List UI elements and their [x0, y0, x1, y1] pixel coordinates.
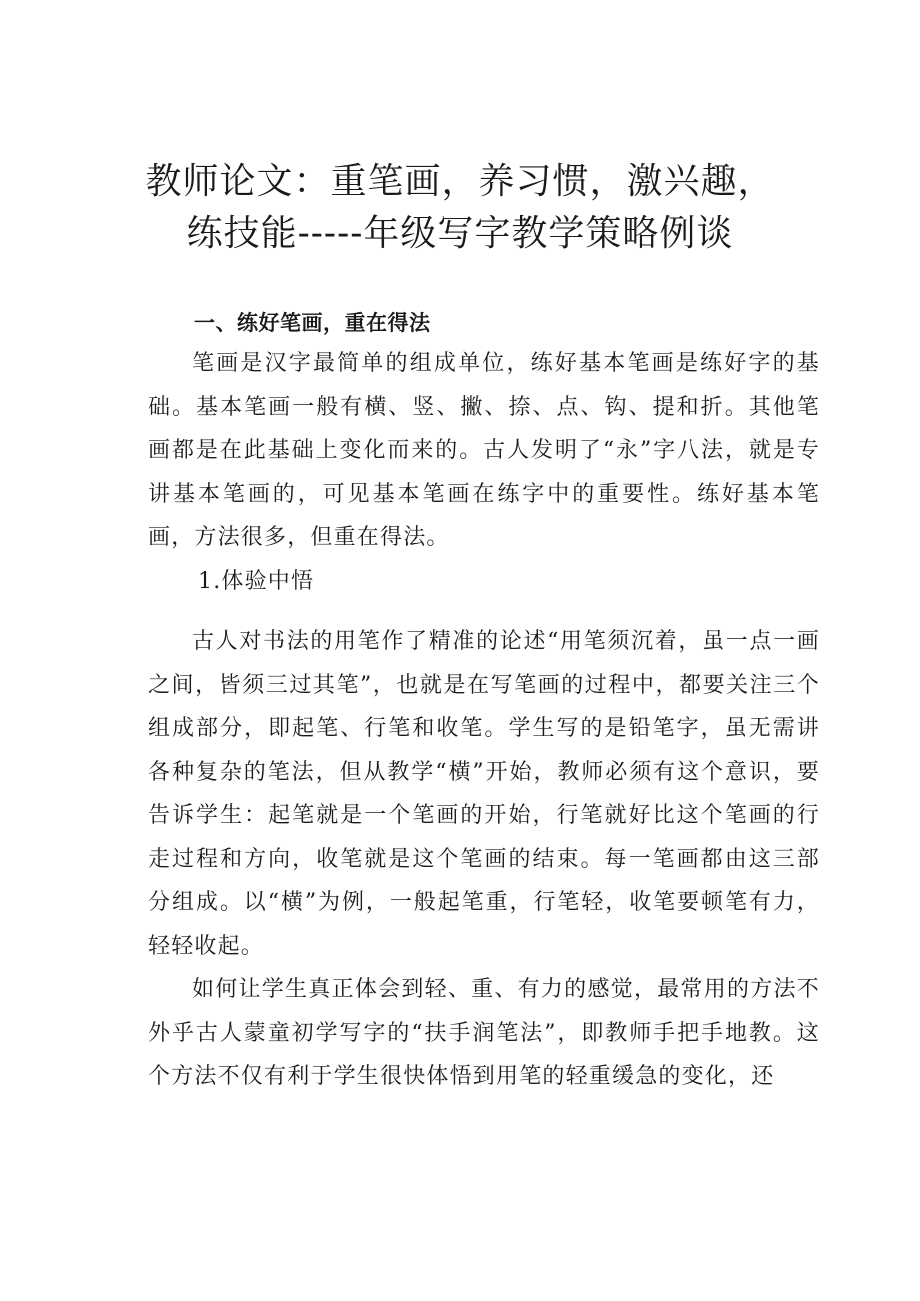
paragraph-1: 笔画是汉字最简单的组成单位，练好基本笔画是练好字的基础。基本笔画一般有横、竖、撇、捺、点、钩、提和折。其他笔画都是在此基础上变化而来的。古人发明了“永”字八法，就是专讲基本笔画的，可见基本笔画在练字中的重要性。练好基本笔画，方法很多，但重在得法。 [148, 351, 820, 550]
subsection-heading: 1.体验中悟 [198, 568, 315, 594]
paragraph-2: 古人对书法的用笔作了精准的论述“用笔须沉着，虽一点一画之间，皆须三过其笔”，也就是在写笔画的过程中，都要关注三个组成部分，即起笔、行笔和收笔。学生写的是铅笔字，虽无需讲各种复杂的笔法，但从教学“横”开始，教师必须有这个意识，要告诉学生：起笔就是一个笔画的开始，行笔就好比这个笔画的行走过程和方向，收笔就是这个笔画的结束。每一笔画都由这三部分组成。以“横”为例，一般起笔重，行笔轻，收笔要顿笔有力，轻轻收起。 [148, 629, 820, 959]
document-title-line-1: 教师论文：重笔画，养习惯，激兴趣， [145, 161, 775, 202]
section-heading: 一、练好笔画，重在得法 [194, 311, 431, 335]
document-body [148, 304, 820, 1099]
paragraph-3: 如何让学生真正体会到轻、重、有力的感觉，最常用的方法不外乎古人蒙童初学写字的“扶手润笔法”，即教师手把手地教。这个方法不仅有利于学生很快体悟到用笔的轻重缓急的变化，还 [148, 977, 820, 1089]
document-title-line-2: 练技能-----年级写字教学策略例谈 [186, 213, 734, 254]
